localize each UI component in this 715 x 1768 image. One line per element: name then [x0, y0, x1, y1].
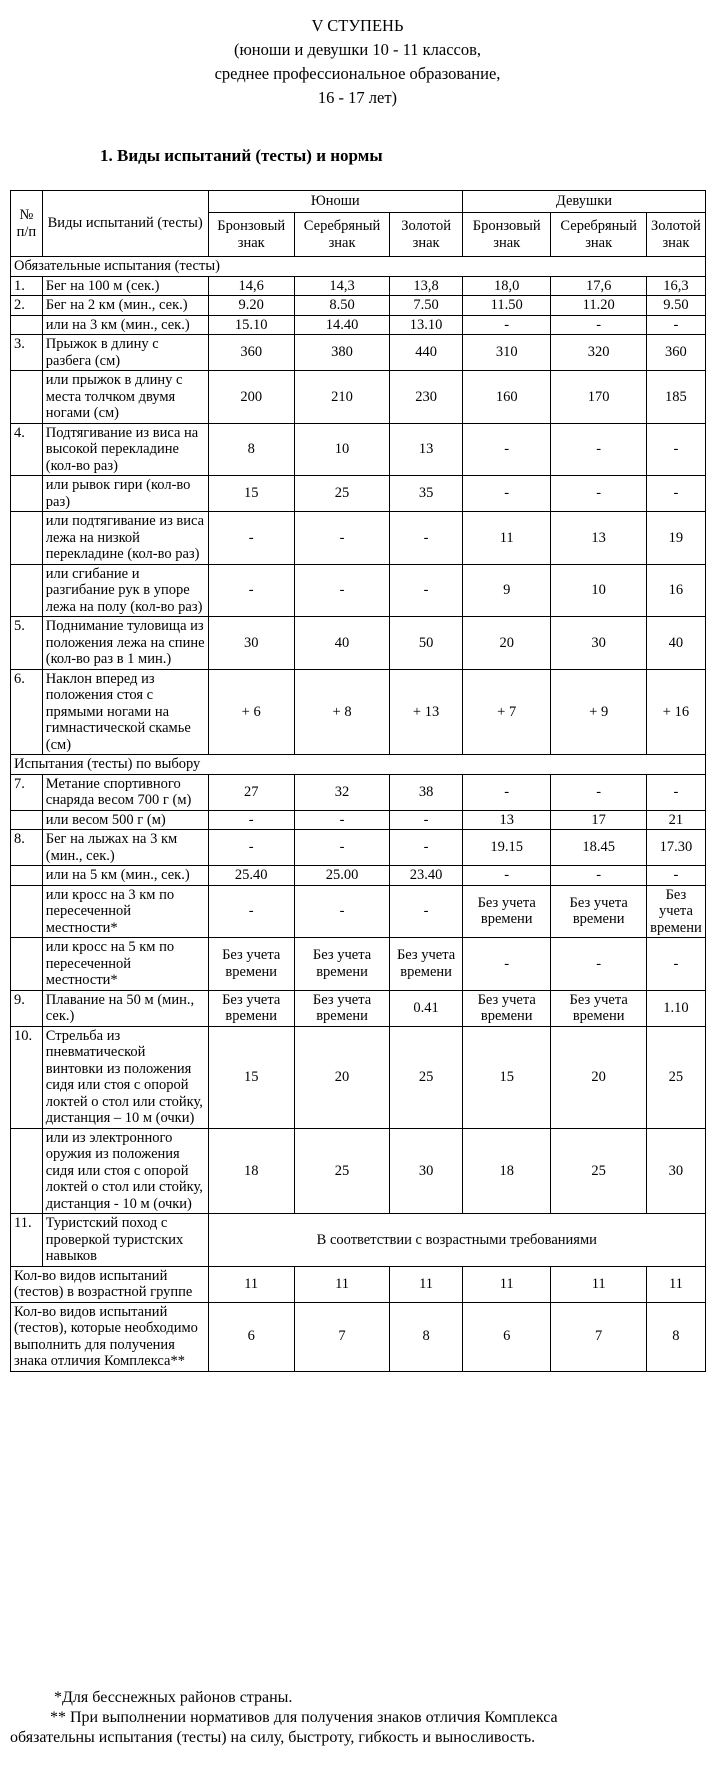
test-name: Туристский поход с проверкой туристских навыков	[42, 1214, 208, 1267]
norm-value: 32	[294, 774, 389, 810]
group-row-mandatory	[11, 257, 706, 277]
test-name: или сгибание и разгибание рук в упоре лежа на полу (кол-во раз)	[42, 564, 208, 617]
norm-value: 14,6	[208, 276, 294, 296]
row-number: 1.	[11, 276, 43, 296]
norm-value: 15	[462, 1026, 551, 1128]
row-number	[11, 564, 43, 617]
section-title: 1. Виды испытаний (тесты) и нормы	[100, 146, 383, 165]
test-name: или прыжок в длину с места толчком двумя ногами (см)	[42, 371, 208, 424]
norms-table	[10, 190, 706, 1372]
summary-value: 7	[551, 1302, 646, 1371]
test-name: или на 5 км (мин., сек.)	[42, 866, 208, 886]
norm-value: 15.10	[208, 315, 294, 335]
norm-value: 9.20	[208, 296, 294, 316]
test-name: Бег на 2 км (мин., сек.)	[42, 296, 208, 316]
header-girls-gold: Золотой знак	[646, 213, 705, 257]
table-row	[11, 335, 706, 371]
norm-value: -	[551, 774, 646, 810]
norm-value: -	[462, 866, 551, 886]
table-row	[11, 564, 706, 617]
row-number: 10.	[11, 1026, 43, 1128]
table-row	[11, 476, 706, 512]
norm-value: 17,6	[551, 276, 646, 296]
header-boys-gold: Золотой знак	[390, 213, 463, 257]
norm-value: Без учета времени	[294, 990, 389, 1026]
test-name: или весом 500 г (м)	[42, 810, 208, 830]
test-name: или рывок гири (кол-во раз)	[42, 476, 208, 512]
norm-value: 30	[390, 1128, 463, 1214]
norm-value: 200	[208, 371, 294, 424]
norm-value: 35	[390, 476, 463, 512]
table-row	[11, 512, 706, 565]
row-number	[11, 315, 43, 335]
norm-value: 13	[462, 810, 551, 830]
norm-value: 17	[551, 810, 646, 830]
footnotes	[10, 1688, 706, 1748]
norm-value: 17.30	[646, 830, 705, 866]
norm-value: 20	[462, 617, 551, 670]
norm-value: 16	[646, 564, 705, 617]
norm-value: 30	[551, 617, 646, 670]
norm-value: -	[294, 830, 389, 866]
test-name: или кросс на 5 км по пересеченной местности*	[42, 938, 208, 991]
norm-value: 440	[390, 335, 463, 371]
norm-value: 14,3	[294, 276, 389, 296]
row-number	[11, 885, 43, 938]
row-number	[11, 810, 43, 830]
table-row	[11, 276, 706, 296]
table-row	[11, 1026, 706, 1128]
norm-value: 1.10	[646, 990, 705, 1026]
norm-value: 30	[646, 1128, 705, 1214]
table-row	[11, 990, 706, 1026]
test-name: Бег на 100 м (сек.)	[42, 276, 208, 296]
norm-value: + 9	[551, 669, 646, 755]
row-number	[11, 866, 43, 886]
summary-value: 11	[646, 1266, 705, 1302]
norm-value: 10	[551, 564, 646, 617]
norm-value: -	[390, 564, 463, 617]
norm-value: -	[390, 512, 463, 565]
summary-value: 11	[462, 1266, 551, 1302]
table-row	[11, 774, 706, 810]
norm-value: -	[208, 512, 294, 565]
norm-value: -	[208, 885, 294, 938]
heading-audience: (юноши и девушки 10 - 11 классов,	[233, 40, 482, 59]
norm-value: -	[551, 476, 646, 512]
norm-value: -	[294, 810, 389, 830]
norm-value: 13	[551, 512, 646, 565]
row-number: 6.	[11, 669, 43, 755]
norm-value: 18.45	[551, 830, 646, 866]
summary-value: 7	[294, 1302, 389, 1371]
row-number: 8.	[11, 830, 43, 866]
table-row	[11, 885, 706, 938]
test-name: или из электронного оружия из положения сидя или стоя с опорой локтей о стол или стойку, дистанция - 10 м (очки)	[42, 1128, 208, 1214]
norm-value: 170	[551, 371, 646, 424]
norm-value: 310	[462, 335, 551, 371]
norm-value: -	[462, 938, 551, 991]
summary-value: 11	[390, 1266, 463, 1302]
norm-value: Без учета времени	[390, 938, 463, 991]
table-row	[11, 866, 706, 886]
norm-value: 25.40	[208, 866, 294, 886]
norm-value: 160	[462, 371, 551, 424]
summary-value: 11	[294, 1266, 389, 1302]
summary-value: 11	[208, 1266, 294, 1302]
row-number: 4.	[11, 423, 43, 476]
norm-value: -	[646, 866, 705, 886]
table-row	[11, 669, 706, 755]
norm-value: 13,8	[390, 276, 463, 296]
heading-stage: V СТУПЕНЬ	[311, 16, 404, 35]
row-number: 3.	[11, 335, 43, 371]
footnote-required-line2: обязательны испытания (тесты) на силу, быстроту, гибкость и выносливость.	[10, 1729, 536, 1746]
row-number	[11, 512, 43, 565]
norm-value: + 8	[294, 669, 389, 755]
norm-value: 20	[294, 1026, 389, 1128]
norm-value: 185	[646, 371, 705, 424]
norm-value: 15	[208, 476, 294, 512]
test-name: Метание спортивного снаряда весом 700 г (м)	[42, 774, 208, 810]
test-name: или на 3 км (мин., сек.)	[42, 315, 208, 335]
norm-value: -	[646, 938, 705, 991]
norm-value: 11.50	[462, 296, 551, 316]
norm-value: -	[462, 315, 551, 335]
norm-value: 25	[551, 1128, 646, 1214]
norm-value: 8	[208, 423, 294, 476]
norm-value: 0.41	[390, 990, 463, 1026]
table-row	[11, 296, 706, 316]
norm-value: Без учета времени	[462, 990, 551, 1026]
norm-value: 360	[646, 335, 705, 371]
norm-value: -	[646, 774, 705, 810]
row-number: 9.	[11, 990, 43, 1026]
norm-value: 25	[646, 1026, 705, 1128]
norm-value: 25	[294, 476, 389, 512]
row-number: 2.	[11, 296, 43, 316]
test-name: Стрельба из пневматической винтовки из положения сидя или стоя с опорой локтей о стол или стойку, дистанция – 10 м (очки)	[42, 1026, 208, 1128]
norm-value: 7.50	[390, 296, 463, 316]
summary-value: 11	[551, 1266, 646, 1302]
norm-value: 18	[208, 1128, 294, 1214]
header-girls-bronze: Бронзовый знак	[462, 213, 551, 257]
norm-value: 16,3	[646, 276, 705, 296]
norm-value: 18	[462, 1128, 551, 1214]
row-number	[11, 476, 43, 512]
test-name: или подтягивание из виса лежа на низкой перекладине (кол-во раз)	[42, 512, 208, 565]
header-boys: Юноши	[208, 191, 462, 213]
table-row	[11, 371, 706, 424]
norm-value: 13.10	[390, 315, 463, 335]
norm-value: -	[551, 315, 646, 335]
group-label-mandatory: Обязательные испытания (тесты)	[11, 257, 706, 277]
norm-value: -	[551, 423, 646, 476]
norm-value: 11.20	[551, 296, 646, 316]
header-tests: Виды испытаний (тесты)	[42, 191, 208, 257]
norm-value: -	[551, 866, 646, 886]
summary-row	[11, 1302, 706, 1371]
norm-value: 50	[390, 617, 463, 670]
norm-value: 380	[294, 335, 389, 371]
norm-value: 230	[390, 371, 463, 424]
norm-value: 18,0	[462, 276, 551, 296]
test-name: Плавание на 50 м (мин., сек.)	[42, 990, 208, 1026]
norm-value: -	[294, 512, 389, 565]
norm-value: 9.50	[646, 296, 705, 316]
norm-value: 38	[390, 774, 463, 810]
row-number: 7.	[11, 774, 43, 810]
norm-value: -	[208, 564, 294, 617]
norm-span-cell: В соответствии с возрастными требованиями	[208, 1214, 705, 1267]
summary-value: 6	[208, 1302, 294, 1371]
norm-value: 30	[208, 617, 294, 670]
header-girls-silver: Серебряный знак	[551, 213, 646, 257]
heading-age: 16 - 17 лет)	[317, 88, 398, 107]
norm-value: 210	[294, 371, 389, 424]
summary-value: 6	[462, 1302, 551, 1371]
table-row	[11, 315, 706, 335]
summary-value: 8	[646, 1302, 705, 1371]
footnote-snowless: *Для бесснежных районов страны.	[54, 1689, 293, 1706]
norm-value: -	[462, 423, 551, 476]
group-row-optional	[11, 755, 706, 775]
row-number: 11.	[11, 1214, 43, 1267]
norm-value: 360	[208, 335, 294, 371]
norm-value: -	[646, 423, 705, 476]
norm-value: 21	[646, 810, 705, 830]
norm-value: -	[646, 315, 705, 335]
table-row	[11, 1214, 706, 1267]
norm-value: Без учета времени	[551, 885, 646, 938]
norm-value: 25	[390, 1026, 463, 1128]
norm-value: 40	[646, 617, 705, 670]
heading-education: среднее профессиональное образование,	[214, 64, 501, 83]
norm-value: 27	[208, 774, 294, 810]
norm-value: 320	[551, 335, 646, 371]
header-num: № п/п	[11, 191, 43, 257]
norm-value: 20	[551, 1026, 646, 1128]
norm-value: 8.50	[294, 296, 389, 316]
norm-value: -	[462, 774, 551, 810]
header-girls: Девушки	[462, 191, 705, 213]
table-row	[11, 423, 706, 476]
norm-value: -	[294, 564, 389, 617]
norm-value: 19	[646, 512, 705, 565]
row-number	[11, 938, 43, 991]
norm-value: Без учета времени	[646, 885, 705, 938]
table-row	[11, 810, 706, 830]
norm-value: Без учета времени	[462, 885, 551, 938]
norm-value: 14.40	[294, 315, 389, 335]
summary-value: 8	[390, 1302, 463, 1371]
norm-value: -	[390, 810, 463, 830]
test-name: Прыжок в длину с разбега (см)	[42, 335, 208, 371]
test-name: Подтягивание из виса на высокой перекладине (кол-во раз)	[42, 423, 208, 476]
norm-value: -	[390, 830, 463, 866]
row-number: 5.	[11, 617, 43, 670]
norm-value: 19.15	[462, 830, 551, 866]
norm-value: + 16	[646, 669, 705, 755]
norm-value: 13	[390, 423, 463, 476]
norm-value: -	[208, 810, 294, 830]
norm-value: -	[551, 938, 646, 991]
header-boys-silver: Серебряный знак	[294, 213, 389, 257]
test-name: Поднимание туловища из положения лежа на спине (кол-во раз в 1 мин.)	[42, 617, 208, 670]
norm-value: -	[390, 885, 463, 938]
table-row	[11, 830, 706, 866]
norm-value: -	[208, 830, 294, 866]
norm-value: 11	[462, 512, 551, 565]
norm-value: -	[646, 476, 705, 512]
norm-value: + 7	[462, 669, 551, 755]
table-row	[11, 1128, 706, 1214]
norm-value: 23.40	[390, 866, 463, 886]
norm-value: + 13	[390, 669, 463, 755]
summary-row	[11, 1266, 706, 1302]
norm-value: -	[462, 476, 551, 512]
summary-label: Кол-во видов испытаний (тестов) в возрастной группе	[11, 1266, 209, 1302]
page-heading	[0, 14, 715, 110]
test-name: Наклон вперед из положения стоя с прямыми ногами на гимнастической скамье (см)	[42, 669, 208, 755]
test-name: Бег на лыжах на 3 км (мин., сек.)	[42, 830, 208, 866]
norm-value: Без учета времени	[208, 938, 294, 991]
norm-value: 40	[294, 617, 389, 670]
norm-value: -	[294, 885, 389, 938]
header-boys-bronze: Бронзовый знак	[208, 213, 294, 257]
row-number	[11, 1128, 43, 1214]
summary-label: Кол-во видов испытаний (тестов), которые необходимо выполнить для получения знака отличия Комплекса**	[11, 1302, 209, 1371]
norm-value: + 6	[208, 669, 294, 755]
row-number	[11, 371, 43, 424]
norm-value: 15	[208, 1026, 294, 1128]
norm-value: 9	[462, 564, 551, 617]
table-row	[11, 617, 706, 670]
norm-value: Без учета времени	[551, 990, 646, 1026]
norm-value: Без учета времени	[294, 938, 389, 991]
group-label-optional: Испытания (тесты) по выбору	[11, 755, 706, 775]
norm-value: 10	[294, 423, 389, 476]
norm-value: Без учета времени	[208, 990, 294, 1026]
footnote-required-line1: ** При выполнении нормативов для получения знаков отличия Комплекса	[50, 1709, 558, 1726]
norm-value: 25	[294, 1128, 389, 1214]
table-row	[11, 938, 706, 991]
test-name: или кросс на 3 км по пересеченной местности*	[42, 885, 208, 938]
norm-value: 25.00	[294, 866, 389, 886]
